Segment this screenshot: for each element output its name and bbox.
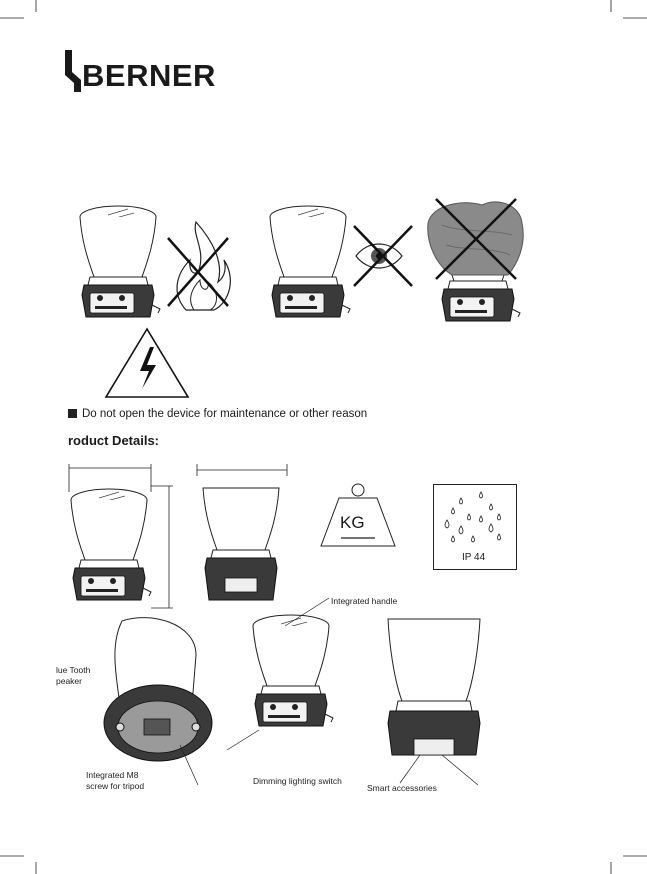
- lamp-angled-view: [245, 610, 345, 760]
- lamp-2: [268, 205, 350, 320]
- dimming-callout: Dimming lighting switch: [253, 776, 342, 786]
- ip-label: IP 44: [462, 552, 486, 563]
- front-view-dimension: [65, 462, 185, 612]
- no-stare-icon: [350, 222, 416, 290]
- back-view-dimension: [195, 462, 295, 612]
- berner-logo-mark: [62, 50, 82, 92]
- accessories-callout: Smart accessories: [367, 783, 437, 793]
- weight-label: KG: [340, 513, 365, 532]
- high-voltage-icon: [104, 327, 190, 399]
- tripod-callout-2: screw for tripod: [86, 781, 145, 791]
- warning-text: [68, 408, 367, 420]
- handle-callout: Integrated handle: [331, 596, 398, 606]
- speaker-callout-2: peaker: [56, 676, 82, 686]
- no-fire-icon: [164, 222, 234, 312]
- lamp-back-accessories: [380, 615, 490, 765]
- section-title: roduct Details:: [68, 433, 160, 448]
- bullet-square-icon: [68, 409, 77, 418]
- no-cover-icon: [422, 195, 532, 325]
- lamp-bottom-view: [100, 615, 220, 765]
- tripod-callout-1: Integrated M8: [86, 770, 139, 780]
- warning-text-label: Do not open the device for maintenance or other reason: [82, 408, 368, 420]
- lamp-1: [78, 205, 160, 320]
- brand-name: BERNER: [82, 58, 216, 93]
- speaker-callout-1: lue Tooth: [56, 665, 91, 675]
